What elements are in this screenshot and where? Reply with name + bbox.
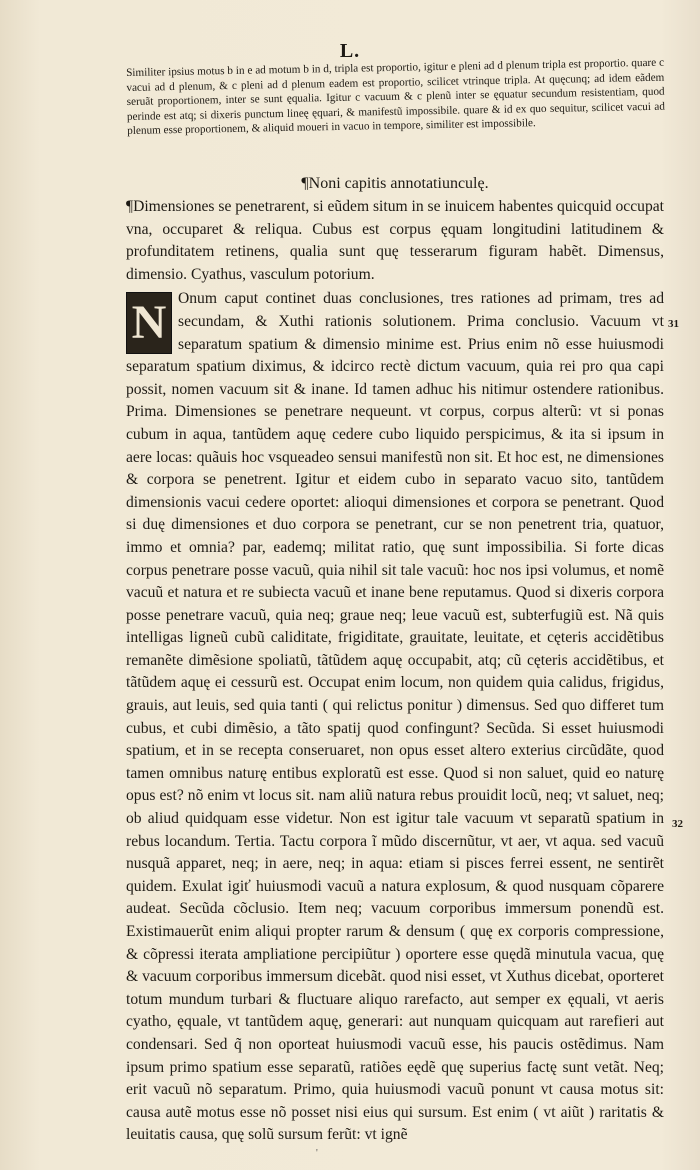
heading-text: Noni capitis annotatiunculę. — [308, 175, 489, 192]
section-heading — [126, 174, 664, 194]
glossary-text: Dimensiones se penetrarent, si eũdem situm in se inuicem habentes quicquid occupat vna, occuparet & reliqua. Cubus est corpus ęquam longitudini latitudinem & profunditatem retinens, qualia sunt quę tesserarum figuram habẽt. Dimensus, dimensio. Cyathus, vasculum potorium. — [126, 198, 664, 283]
margin-number: 31 — [668, 318, 679, 330]
bottom-mark: ' — [316, 1148, 318, 1159]
top-paragraph-text: Similiter ipsius motus b in e ad motum b in d, tripla est proportio, igitur e pleni ad d plenum tripla est proportio. quare c vacui ad d plenum, & c pleni ad d plenum eadem est proportio, scilicet vtrinque tripla. At quęcunq; ad idem eãdem seruãt proportionem, inter se sunt ęqualia. Igitur c vacuum & c plenũ inter se ęquatur secundum resistentiam, quod perinde est atq; si dixeris punctum lineę ęquari, & manifestũ impossibile. quare & id ex quo sequitur, scilicet vacui ad plenum esse proportionem, & aliquid moueri in vacuo in tempore, similiter est impossibile. — [126, 56, 665, 138]
paragraph-mark-icon: ¶ — [126, 198, 134, 215]
main-paragraph-text: Onum caput continet duas conclusiones, tres rationes ad primam, tres ad secundam, & Xuthi rationis solutionem. Prima conclusio. Vacuum vt separatum spatium & dimensio minime est. Prius enim nõ esse huiusmodi separatum spatium diximus, & idcirco rectè dictum vacuum, quia rei pro qua capi possit, nomen vacuum sit & inane. Id tamen adhuc his nitimur ostendere rationibus. Prima. Dimensiones se penetrare nequeunt. vt corpus, corpus alterũ: vt si ponas cubum in aqua, tantũdem aquę cedere cubo liquido perspicimus, & ita si ipsum in aere locas: quãuis hoc vsqueadeo sensui manifestũ non sit. Et hoc est, ne dimensiones & corpora se penetrent. Igitur et eidem cubo in separato vacuo sito, tantũdem dimensionis vacui cedere oportet: alioqui dimensiones et corpora se penetrant. Quod si duę dimensiones et duo corpora se penetrant, cur se non penetrent tria, quatuor, immo et omnia? par, eademq; militat ratio, quę sunt impossibilia. Si forte dicas corpus penetrare posse vacuũ, quia nihil sit tale vacuũ: hoc nos ipsi volumus, et nomẽ vacuũ et natura et re subiecta vacuũ et inane bene reputamus. Quod si dixeris corpora posse penetrare vacuũ, quia neq; graue neq; leue vacuũ est, subterfugiũ est. Nã quis intelligas ligneũ cubũ caliditate, frigiditate, grauitate, leuitate, et cęteris accidẽtibus remanẽte dimẽsione spoliatũ, tãtũdem aquę occupabit, atq; cũ cęteris accidẽtibus, et tãtũdem aquę ei cessurũ est. Occupat enim locum, non quidem quia calidus, frigidus, grauis, aut leuis, sed quia tanti ( qui relictus ponitur ) dimensus. Sed quo differet tum cubus, et cubi dimẽsio, a tãto spatij quod confingunt? Secũda. Si esset huiusmodi spatium, et in se recepta conseruaret, non opus esset altero exterius circũdãte, quod tamen omnibus naturę entibus exploratũ est esse. Quod si non saluet, quid eo naturę opus est? nõ enim vt locus sit. nam aliũ natura rebus prouidit locũ, neq; vt saluet, neq; ob aliud quidquam esse videtur. Non est igitur tale vacuum vt separatũ spatium in rebus locandum. Tertia. Tactu corpora ĩ mũdo discernũtur, vt aer, vt aqua. sed vacuũ nusquã apparet, neq; in aere, neq; in aqua: etiam si pisces ferrei essent, ne sentirẽt quidem. Exulat igiť huiusmodi vacuũ a natura explosum, & quod nusquam cõparere audeat. Secũda cõclusio. Item neq; vacuum corporibus immersum ponendũ est. Existimauerũt enim aliqui propter rarum & densum ( quę ex corporis compressione, & cõpressi iterata ampliatione percipiũtur ) oportere esse quędã minutula vacua, quę & vacuum corporibus immersum dicebãt. quod nisi esset, vt Xuthus dicebat, oporteret totum mundum turbari & fluctuare aliquo rarefacto, aut semper ex ęquali, vt aeris cyatho, ęquale, vt tantũdem aquę, generari: aut nunquam quicquam aut rarefieri aut condensari. Sed q̃ non oporteat huiusmodi vacuũ esse, his paucis ostẽdimus. Nam ipsum primo spatium esse separatũ, ratiões eędẽ quę superius factę sunt vetãt. Neq; erit vacuũ nõ separatum. Primo, quia huiusmodi vacuũ ponunt vt causa motus sit: causa autẽ motus esse nõ posset nisi eius qui sursum. Est enim ( vt aiũt ) raritatis & leuitatis causa, quę solũ sursum ferũt: vt ignẽ — [126, 290, 664, 1144]
decorated-initial: N — [126, 292, 172, 354]
folio-number: L. — [339, 40, 361, 62]
body-text — [126, 196, 664, 1147]
top-paragraph — [126, 56, 665, 139]
glossary-paragraph — [126, 196, 664, 286]
main-paragraph — [126, 288, 664, 1147]
paragraph-mark-icon: ¶ — [301, 175, 309, 192]
margin-number: 32 — [672, 818, 683, 830]
